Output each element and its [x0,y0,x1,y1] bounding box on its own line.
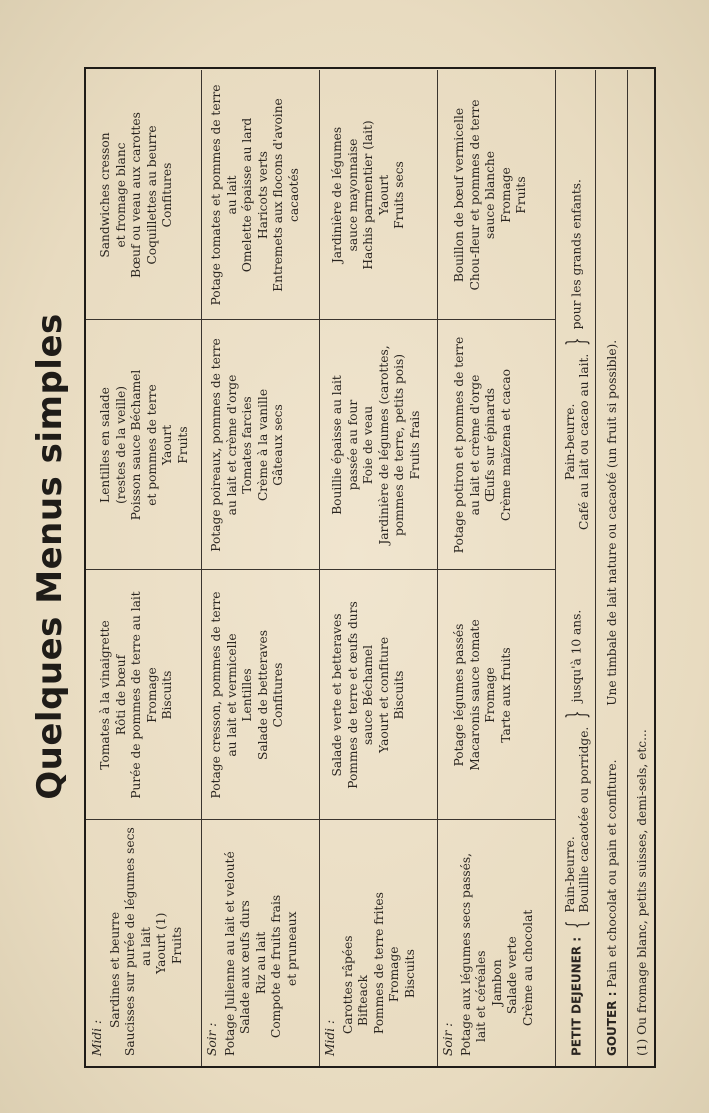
meal-label: Soir : [205,1022,219,1056]
dish: Fromage [144,667,159,723]
dish: Salade aux œufs durs [238,900,252,1034]
row-divider [595,70,596,1066]
dish: Tarte aux fruits [498,647,513,743]
dish: Fruits [175,426,190,464]
dish: Fruits secs [392,161,406,229]
dish: Bœuf ou veau aux carottes [129,112,143,278]
dish: Pommes de terre et œufs durs [345,601,360,789]
menu-cell-midi-7 [326,320,437,570]
dish: Crème au chocolat [520,909,535,1026]
gouter-extra: Une timbale de lait nature ou cacaoté (un fruit si possible). [605,339,619,706]
dish: Yaourt (1) [154,912,168,974]
young-age: jusqu'à 10 ans. [569,609,584,703]
menu-cell-soir-7 [448,320,555,570]
dish: Fruits [169,926,184,964]
page-title: Quelques Menus simples [30,313,70,800]
dish: Gâteaux secs [271,404,285,486]
older-options [563,354,591,530]
option: Pain-beurre. [563,836,577,913]
dish: Lentilles [240,668,254,722]
dish: Poisson sauce Béchamel [129,369,143,521]
option: Bouillie cacaotée ou porridge. [577,726,591,913]
dish: Yaourt [376,174,391,216]
dish: Omelette épaisse au lard [240,117,254,273]
brace-right: } [562,337,592,346]
menu-cell-soir-5 [437,820,555,1066]
dish: au lait et vermicelle [224,633,239,757]
dish: Potage aux légumes secs passés, [458,853,473,1056]
dish: Entremets aux flocons d'avoine [271,98,285,292]
option: Café au lait ou cacao au lait. [577,353,591,530]
dish: Riz au lait [253,931,268,994]
young-options [563,727,591,913]
dish: Salade verte et betteraves [330,613,344,777]
menu-table [84,67,656,1068]
dish: Fruits frais [407,410,422,480]
dish: Potage poireaux, pommes de terre [209,338,223,552]
dish: au lait et crème d'orge [467,374,482,516]
dish: Sandwiches cresson [98,132,112,258]
dish: Sardines et beurre [107,911,122,1028]
meal-label: Soir : [441,1022,455,1056]
dish: Potage Julienne au lait et velouté [222,851,237,1056]
dish: Carottes râpées [340,935,355,1034]
gouter-label: GOUTER : [605,991,619,1056]
dish: Lentilles en salade [98,387,112,503]
dish: sauce mayonnaise [345,138,360,252]
dish: Bouillon de bœuf vermicelle [452,107,466,283]
dish: Salade verte [505,936,519,1014]
dish: Purée de pommes de terre au lait [129,591,143,799]
menu-cell-midi-5 [319,820,437,1066]
dish: Potage potiron et pommes de terre [452,336,466,554]
dish: Tomates farcies [240,396,254,494]
dish: Bouillie épaisse au lait [330,375,344,515]
dish: Tomates à la vinaigrette [98,620,112,770]
dish: Rôti de bœuf [113,654,128,736]
menu-cell-soir-6 [448,570,555,820]
dish: Saucisses sur purée de légumes secs [123,827,137,1056]
dish: Biscuits [402,949,417,998]
dish: Biscuits [392,670,406,720]
petit-dejeuner-row [563,179,591,1056]
menu-cell-midi-2 [94,570,201,820]
dish: sauce blanche [483,151,497,239]
dish: Foie de veau [361,405,375,485]
dish: Crème à la vanille [255,388,270,502]
brace-left: { [562,920,592,929]
petit-dejeuner-label: PETIT DEJEUNER : [569,936,584,1056]
dish: Fromage [498,167,513,223]
dish: Yaourt et confiture [376,636,391,754]
menu-cell-midi-6 [326,570,437,820]
dish: Haricots verts [255,151,270,239]
dish: passée au four [345,399,360,491]
dish: Hachis parmentier (lait) [361,120,375,270]
dish: Potage tomates et pommes de terre [209,84,223,306]
dish: au lait et crème d'orge [224,374,239,516]
dish: Macaronis sauce tomate [467,619,482,771]
menu-cell-midi-1 [86,820,201,1066]
dish: au lait [224,175,239,215]
gouter-text: Pain et chocolat ou pain et confiture. [605,759,619,988]
dish: Fromage [387,946,401,1002]
dish: Confitures [160,162,174,228]
dish: Jardinière de légumes [330,126,344,264]
menu-cell-midi-3 [94,320,201,570]
dish: Pommes de terre frites [371,892,386,1034]
gouter-row [605,340,620,1056]
menu-cell-soir-8 [448,70,555,320]
row-divider [627,70,628,1066]
dish: cacaotés [286,168,301,222]
menu-cell-soir-2 [205,570,319,820]
dish: et pommes de terre [144,384,159,506]
menu-cell-soir-4 [205,70,319,320]
dish: au lait [138,927,153,966]
dish: Salade de betteraves [255,629,270,761]
dish: Jardinière de légumes (carottes, [376,345,391,545]
older-age: pour les grands enfants. [569,179,584,330]
dish: Fruits [514,176,528,214]
dish: et pruneaux [284,911,299,986]
dish: Jambon [489,959,504,1006]
brace-right: } [562,710,592,719]
dish: pommes de terre, petits pois) [392,353,406,537]
meal-label: Midi : [90,1019,104,1056]
dish: Potage cresson, pommes de terre [209,591,223,799]
dish: Chou-fleur et pommes de terre [467,99,482,291]
dish: Yaourt [160,424,174,466]
dish: Fromage [483,667,497,723]
row-divider [555,70,556,1066]
dish: Bifteack [356,975,370,1026]
dish: Œufs sur épinards [483,387,497,503]
meal-label: Midi : [323,1019,337,1056]
dish: Coquillettes au beurre [144,125,159,265]
dish: (restes de la veille) [113,386,128,504]
dish: Potage légumes passés [452,623,466,767]
dish: Crème maïzena et cacao [498,369,513,521]
dish: sauce Béchamel [361,644,375,746]
menu-cell-midi-8 [326,70,437,320]
dish: Compote de fruits frais [269,894,283,1038]
menu-cell-soir-3 [205,320,319,570]
dish: lait et céréales [474,950,488,1042]
menu-cell-midi-4 [94,70,201,320]
dish: et fromage blanc [113,142,128,248]
dish: Confitures [271,662,285,728]
menu-cell-soir-1 [201,820,319,1066]
option: Pain-beurre. [563,403,577,481]
dish: Biscuits [160,670,174,720]
footnote: (1) Ou fromage blanc, petits suisses, demi-sels, etc... [635,729,649,1056]
